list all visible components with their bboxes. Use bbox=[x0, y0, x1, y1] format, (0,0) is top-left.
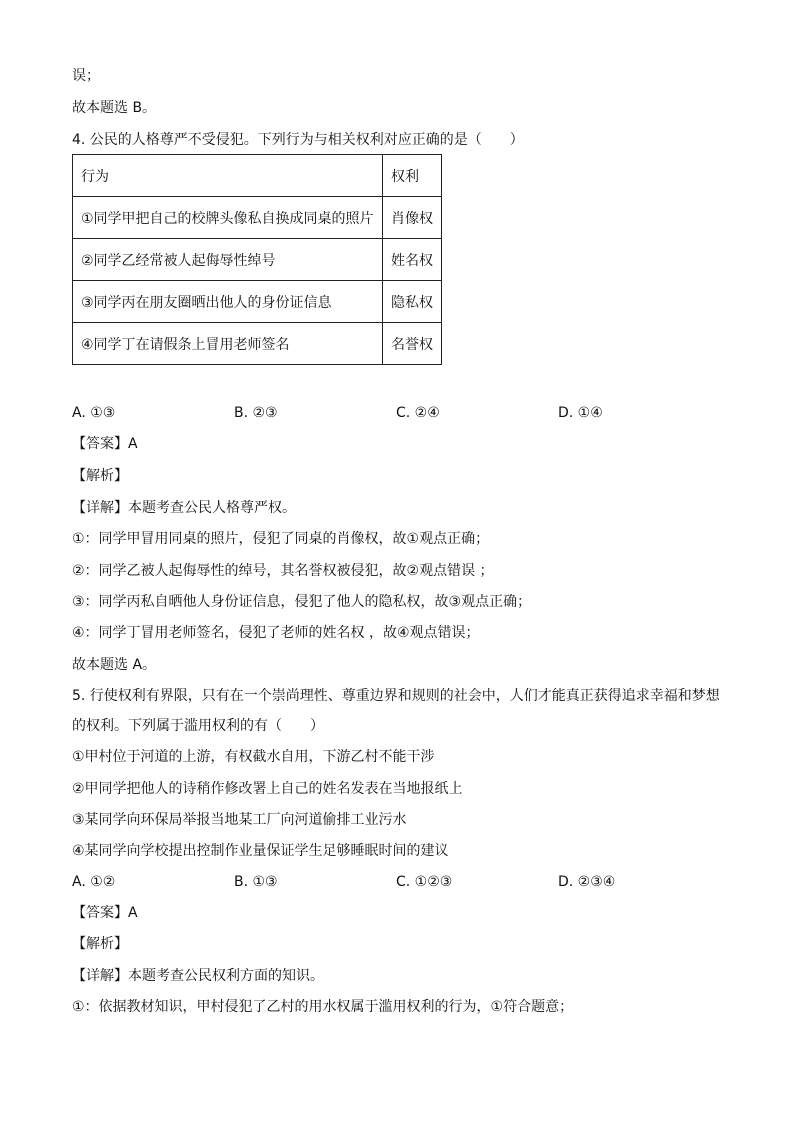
table-row bbox=[73, 155, 442, 197]
q5-item-1: ①甲村位于河道的上游，有权截水自用，下游乙村不能干涉 bbox=[72, 749, 435, 765]
table-row bbox=[73, 197, 442, 239]
table-cell: 肖像权 bbox=[383, 197, 442, 239]
q5-answer: 【答案】A bbox=[72, 905, 138, 921]
table-cell: 名誉权 bbox=[383, 323, 442, 365]
q4-answer: 【答案】A bbox=[72, 436, 138, 452]
table-row bbox=[73, 281, 442, 323]
q5-option-d: D. ②③④ bbox=[558, 874, 616, 890]
q5-item-3: ③某同学向环保局举报当地某工厂向河道偷排工业污水 bbox=[72, 812, 407, 828]
table-cell: ④同学丁在请假条上冒用老师签名 bbox=[73, 323, 383, 365]
table-cell: 姓名权 bbox=[383, 239, 442, 281]
prev-answer-line-1: 误； bbox=[72, 68, 100, 84]
q4-point-2: ②：同学乙被人起侮辱性的绰号，其名誉权被侵犯，故②观点错误 ； bbox=[72, 563, 494, 579]
table-row bbox=[73, 239, 442, 281]
table-row bbox=[73, 323, 442, 365]
q5-options bbox=[72, 872, 720, 892]
q5-option-c: C. ①②③ bbox=[396, 874, 453, 890]
table-header-behavior: 行为 bbox=[73, 155, 383, 197]
q4-option-b: B. ②③ bbox=[234, 405, 278, 421]
q5-point-1: ①：依据教材知识，甲村侵犯了乙村的用水权属于滥用权利的行为，①符合题意； bbox=[72, 999, 574, 1015]
table-cell: ②同学乙经常被人起侮辱性绰号 bbox=[73, 239, 383, 281]
q4-stem: 4. 公民的人格尊严不受侵犯。下列行为与相关权利对应正确的是（ ） bbox=[72, 132, 524, 148]
q4-detail: 【详解】本题考查公民人格尊严权。 bbox=[72, 500, 296, 516]
q4-option-c: C. ②④ bbox=[396, 405, 440, 421]
table-cell: ①同学甲把自己的校牌头像私自换成同桌的照片 bbox=[73, 197, 383, 239]
q5-option-a: A. ①② bbox=[72, 874, 116, 890]
table-cell: 隐私权 bbox=[383, 281, 442, 323]
q4-option-a: A. ①③ bbox=[72, 405, 116, 421]
q4-option-d: D. ①④ bbox=[558, 405, 603, 421]
q5-stem-line-2: 的权利。下列属于滥用权利的有（ ） bbox=[72, 718, 324, 734]
prev-answer-line-2: 故本题选 B。 bbox=[72, 100, 157, 116]
q4-point-3: ③：同学丙私自晒他人身份证信息，侵犯了他人的隐私权，故③观点正确； bbox=[72, 594, 532, 610]
q5-detail: 【详解】本题考查公民权利方面的知识。 bbox=[72, 968, 324, 984]
q5-option-b: B. ①③ bbox=[234, 874, 278, 890]
q5-analysis: 【解析】 bbox=[72, 936, 128, 952]
q4-point-4: ④：同学丁冒用老师签名，侵犯了老师的姓名权 ，故④观点错误； bbox=[72, 625, 480, 641]
q4-point-1: ①：同学甲冒用同桌的照片，侵犯了同桌的肖像权，故①观点正确； bbox=[72, 531, 490, 547]
q5-item-2: ②甲同学把他人的诗稍作修改署上自己的姓名发表在当地报纸上 bbox=[72, 781, 463, 797]
q4-analysis: 【解析】 bbox=[72, 468, 128, 484]
table-cell: ③同学丙在朋友圈晒出他人的身份证信息 bbox=[73, 281, 383, 323]
q4-conclusion: 故本题选 A。 bbox=[72, 657, 157, 673]
q5-item-4: ④某同学向学校提出控制作业量保证学生足够睡眠时间的建议 bbox=[72, 843, 449, 859]
q5-stem-line-1: 5. 行使权利有界限，只有在一个崇尚理性、尊重边界和规则的社会中，人们才能真正获得追求幸福和梦想 bbox=[72, 688, 720, 704]
table-header-right: 权利 bbox=[383, 155, 442, 197]
q4-options bbox=[72, 403, 720, 423]
q4-table bbox=[72, 154, 442, 365]
